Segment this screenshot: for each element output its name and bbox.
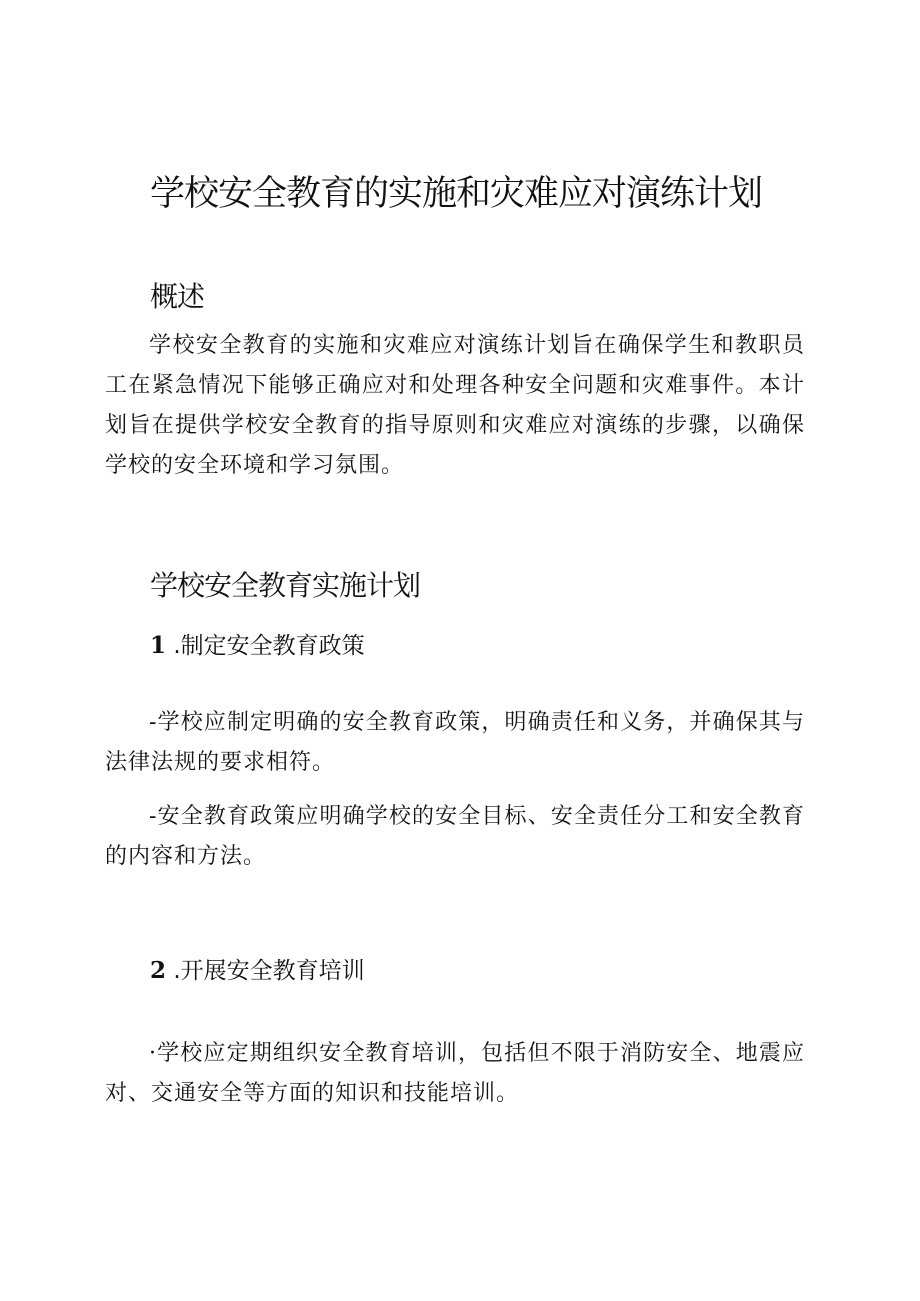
plan-item-1-paragraph-1: -学校应制定明确的安全教育政策，明确责任和义务，并确保其与法律法规的要求相符。 (105, 710, 805, 775)
plan-section-heading: 学校安全教育实施计划 (150, 569, 421, 602)
overview-heading: 概述 (150, 280, 205, 313)
plan-item-2-paragraph-1: ·学校应定期组织安全教育培训，包括但不限于消防安全、地震应对、交通安全等方面的知识和技能培训。 (105, 1041, 805, 1106)
plan-item-2-title: .开展安全教育培训 (173, 958, 365, 984)
document-title: 学校安全教育的实施和灾难应对演练计划 (150, 174, 763, 214)
overview-paragraph: 学校安全教育的实施和灾难应对演练计划旨在确保学生和教职员工在紧急情况下能够正确应对和处理各种安全问题和灾难事件。本计划旨在提供学校安全教育的指导原则和灾难应对演练的步骤，以确保学校的安全环境和学习氛围。 (105, 333, 805, 478)
plan-item-1-title: .制定安全教育政策 (173, 633, 365, 659)
plan-item-1-heading (150, 632, 365, 661)
plan-item-1-number: 1 (150, 632, 167, 659)
plan-item-2-number: 2 (150, 957, 167, 984)
plan-item-2-heading (150, 957, 365, 986)
plan-item-1-paragraph-2: -安全教育政策应明确学校的安全目标、安全责任分工和安全教育的内容和方法。 (105, 804, 805, 869)
